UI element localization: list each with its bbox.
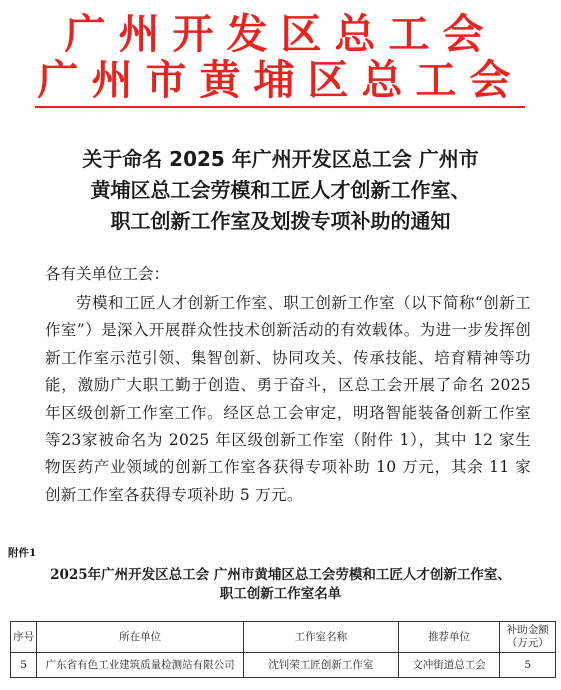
red-divider (35, 106, 525, 108)
column-header-unit: 所在单位 (37, 622, 244, 653)
column-header-index: 序号 (11, 622, 37, 653)
issuer-name-line-2: 广州市黄埔区总工会 (37, 56, 524, 104)
annex-title-line-1: 2025年广州开发区总工会 广州市黄埔区总工会劳模和工匠人才创新工作室、 (50, 567, 511, 583)
column-header-recommender: 推荐单位 (398, 622, 500, 653)
body-paragraph: 劳模和工匠人才创新工作室、职工创新工作室（以下简称“创新工作室”）是深入开展群众性技术创新活动的有效载体。为进一步发挥创新工作室示范引领、集智创新、协同攻关、传承技能、培育精神等功能，激励广大职工勤于创造、勇于奋斗，区总工会开展了命名 2025 年区级创新工作室工作。经区总工会审定，明珞智能装备创新工作室等23家被命名为 2025 年区级创新工作室（附件 1），其中 12 家生物医药产业领域的创新工作室各获得专项补助 10 万元，其余 11 家创新工作室各获得专项补助 5 万元。 (45, 294, 531, 504)
annex-label: 附件1 (8, 547, 37, 559)
cell-subsidy: 5 (500, 653, 556, 678)
cell-recommender: 文冲街道总工会 (398, 653, 500, 678)
annex-title-line-2: 职工创新工作室名单 (219, 586, 342, 602)
issuer-name-line-1: 广州开发区总工会 (64, 10, 497, 58)
notice-title-line-1: 关于命名 2025 年广州开发区总工会 广州市 (82, 147, 479, 171)
column-header-studio: 工作室名称 (244, 622, 398, 653)
salutation: 各有关单位工会： (45, 265, 170, 283)
notice-title-line-2: 黄埔区总工会劳模和工匠人才创新工作室、 (90, 178, 471, 202)
table-header-row (11, 622, 556, 653)
table-row (11, 653, 556, 678)
cell-index: 5 (11, 653, 37, 678)
column-header-subsidy: 补助金额（万元） (500, 622, 556, 653)
cell-studio: 沈钊荣工匠创新工作室 (244, 653, 398, 678)
annex-table (10, 621, 556, 678)
cell-unit: 广东省有色工业建筑质量检测站有限公司 (37, 653, 244, 678)
notice-title-line-3: 职工创新工作室及划拨专项补助的通知 (110, 209, 451, 233)
